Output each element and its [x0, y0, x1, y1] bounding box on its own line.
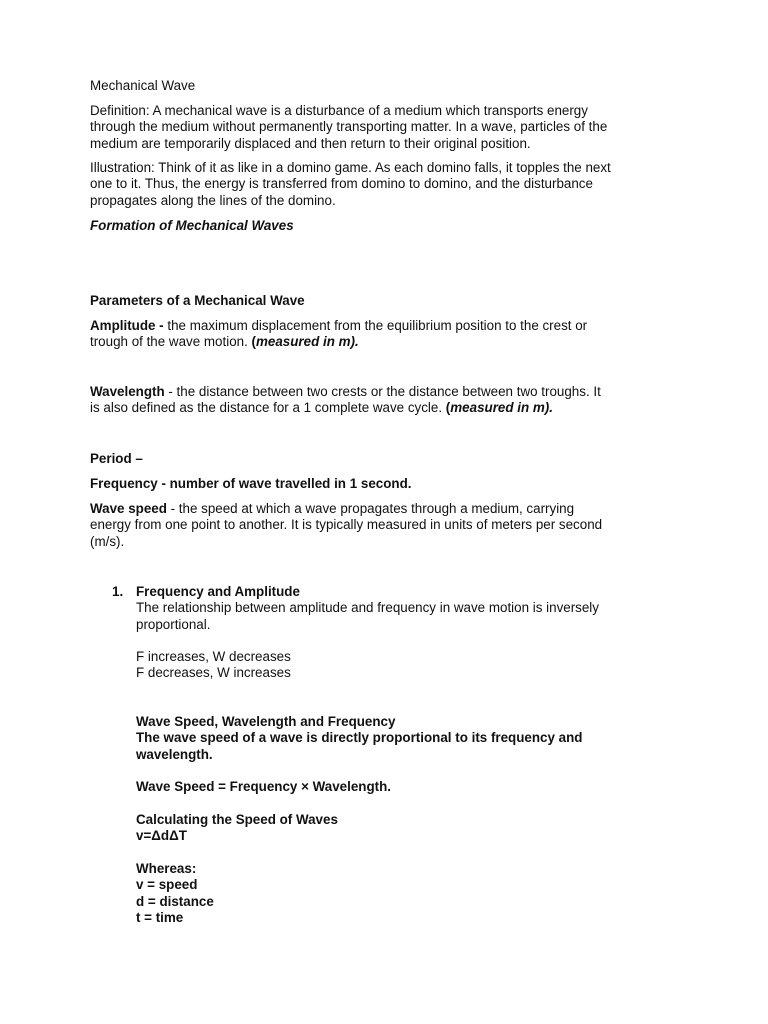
definition-paragraph	[90, 103, 690, 152]
frequency-amplitude-rules	[136, 649, 696, 682]
definition-line: through the medium without permanently transporting matter. In a wave, particles of the	[90, 119, 608, 135]
amplitude-paragraph: Amplitude - the maximum displacement from the equilibrium position to the crest or trough of the wave motion. (measured in m).	[90, 318, 588, 350]
wavelength-term: Wavelength	[90, 384, 165, 399]
frequency-definition: Frequency - number of wave travelled in 1 second.	[90, 476, 412, 491]
definition-line: Definition: A mechanical wave is a disturbance of a medium which transports energy	[90, 103, 588, 118]
section-heading: Calculating the Speed of Waves	[136, 812, 338, 827]
wave-speed-paragraph: Wave speed - the speed at which a wave propagates through a medium, carrying energy from one point to another. It is typically measured in units of meters per second (m/s).	[90, 501, 603, 549]
illustration-line: propagates along the lines of the domino.	[90, 192, 336, 208]
period-heading: Period –	[90, 451, 143, 466]
definition-line: medium are temporarily displaced and then return to their original position.	[90, 135, 531, 151]
amplitude-unit: measured in m).	[256, 334, 359, 350]
rule-line: F increases, W decreases	[136, 649, 291, 664]
variable-line: v = speed	[136, 877, 198, 893]
calculating-section	[136, 812, 696, 845]
frequency-amplitude-item: Frequency and Amplitude The relationship between amplitude and frequency in wave motion is inversely proportional.	[136, 584, 696, 633]
list-item-heading: Frequency and Amplitude	[136, 584, 300, 599]
document-title: Mechanical Wave	[90, 78, 196, 93]
speed-formula: v=ΔdΔT	[136, 828, 187, 844]
parameters-heading: Parameters of a Mechanical Wave	[90, 293, 305, 308]
formation-heading: Formation of Mechanical Waves	[90, 218, 294, 233]
list-number: 1.	[112, 584, 124, 599]
rule-line: F decreases, W increases	[136, 665, 291, 681]
illustration-paragraph	[90, 160, 690, 209]
illustration-line: one to it. Thus, the energy is transferred from domino to domino, and the disturbance	[90, 176, 593, 192]
wave-speed-section: Wave Speed, Wavelength and Frequency The wave speed of a wave is directly proportional to its frequency and wavelength.	[136, 714, 696, 763]
wavelength-unit: measured in m).	[450, 400, 553, 416]
amplitude-term: Amplitude -	[90, 318, 164, 333]
wave-speed-term: Wave speed	[90, 501, 167, 516]
section-heading: Wave Speed, Wavelength and Frequency	[136, 714, 396, 729]
illustration-line: Illustration: Think of it as like in a domino game. As each domino falls, it topples the next	[90, 160, 611, 175]
wavelength-paragraph: Wavelength - the distance between two crests or the distance between two troughs. It is also defined as the distance for a 1 complete wave cycle. (measured in m).	[90, 384, 601, 416]
wave-speed-formula: Wave Speed = Frequency × Wavelength.	[136, 779, 391, 794]
variable-definitions: Whereas: v = speed d = distance t = time	[136, 861, 696, 927]
variable-line: t = time	[136, 910, 184, 926]
variable-line: d = distance	[136, 893, 214, 909]
